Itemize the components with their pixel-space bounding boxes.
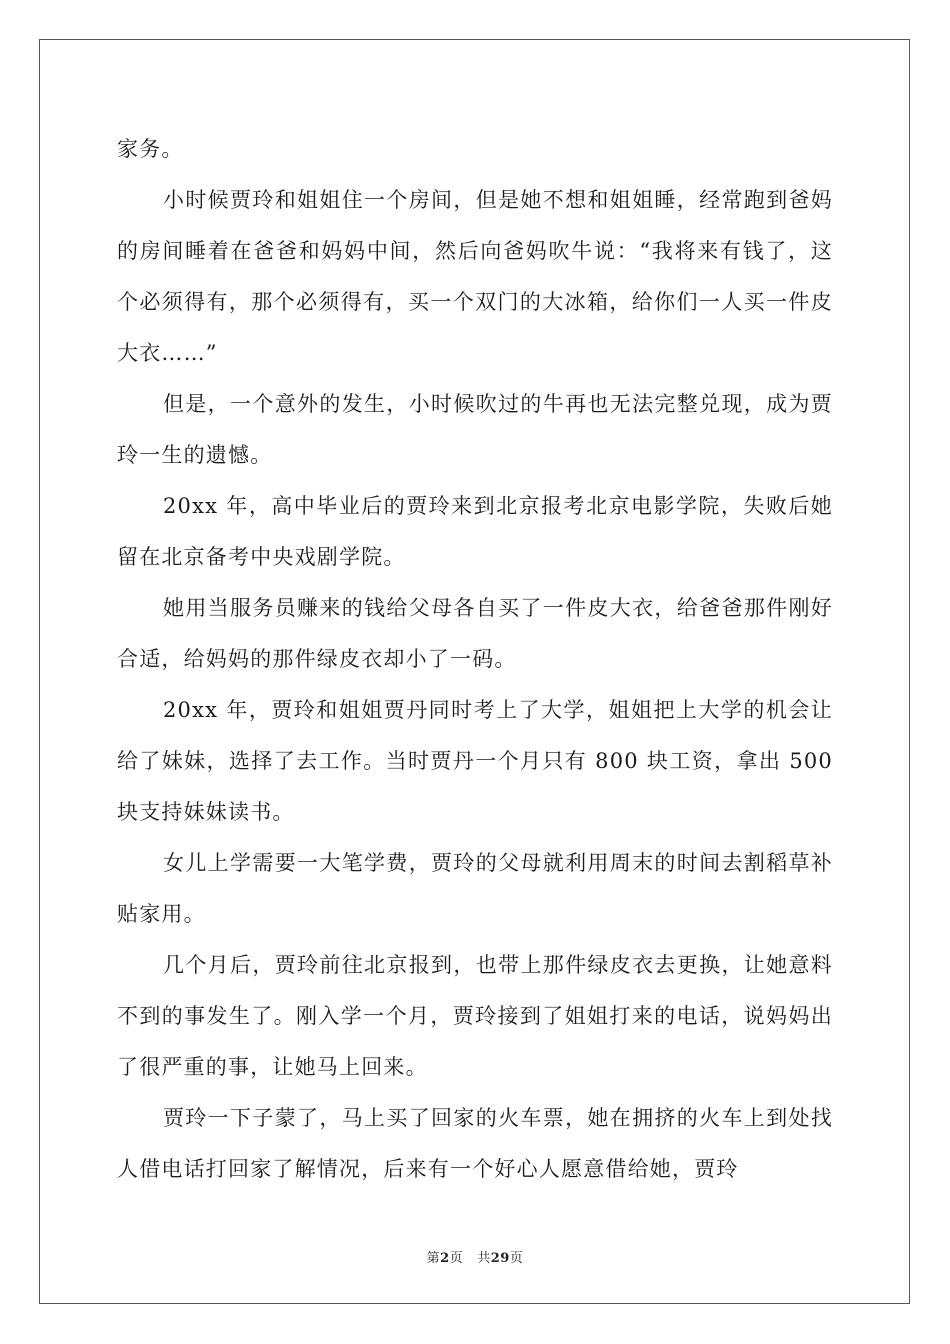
- paragraph-2: 小时候贾玲和姐姐住一个房间，但是她不想和姐姐睡，经常跑到爸妈的房间睡着在爸爸和妈妈中间，然后向爸妈吹牛说：“我将来有钱了，这个必须得有，那个必须得有，买一个双门的大冰箱，给你们一人买一件皮大衣……”: [117, 188, 833, 365]
- page-total-count: 29: [490, 1251, 510, 1266]
- page-number-prefix: 第: [426, 1251, 441, 1266]
- paragraph-7: 女儿上学需要一大笔学费，贾玲的父母就利用周末的时间去割稻草补贴家用。: [117, 851, 833, 926]
- paragraph-9: 贾玲一下子蒙了，马上买了回家的火车票，她在拥挤的火车上到处找人借电话打回家了解情况，后来有一个好心人愿意借给她，贾玲: [117, 1106, 833, 1181]
- paragraph-8: 几个月后，贾玲前往北京报到，也带上那件绿皮衣去更换，让她意料不到的事发生了。刚入学一个月，贾玲接到了姐姐打来的电话，说妈妈出了很严重的事，让她马上回来。: [117, 953, 833, 1079]
- document-body: [117, 124, 833, 1195]
- paragraph-5: 她用当服务员赚来的钱给父母各自买了一件皮大衣，给爸爸那件刚好合适，给妈妈的那件绿皮衣却小了一码。: [117, 596, 833, 671]
- page-total-prefix: 共: [477, 1251, 491, 1266]
- paragraph-4: 20xx 年，高中毕业后的贾玲来到北京报考北京电影学院，失败后她留在北京备考中央戏剧学院。: [117, 494, 833, 569]
- paragraph-6: 20xx 年，贾玲和姐姐贾丹同时考上了大学，姐姐把上大学的机会让给了妹妹，选择了去工作。当时贾丹一个月只有 800 块工资，拿出 500 块支持妹妹读书。: [117, 698, 833, 824]
- page-number-suffix: 页: [449, 1251, 464, 1266]
- page-number-current: 2: [440, 1251, 450, 1266]
- page-footer: [0, 1247, 950, 1266]
- paragraph-1: 家务。: [117, 137, 184, 161]
- paragraph-3: 但是，一个意外的发生，小时候吹过的牛再也无法完整兑现，成为贾玲一生的遗憾。: [117, 392, 833, 467]
- page-total-suffix: 页: [509, 1251, 524, 1266]
